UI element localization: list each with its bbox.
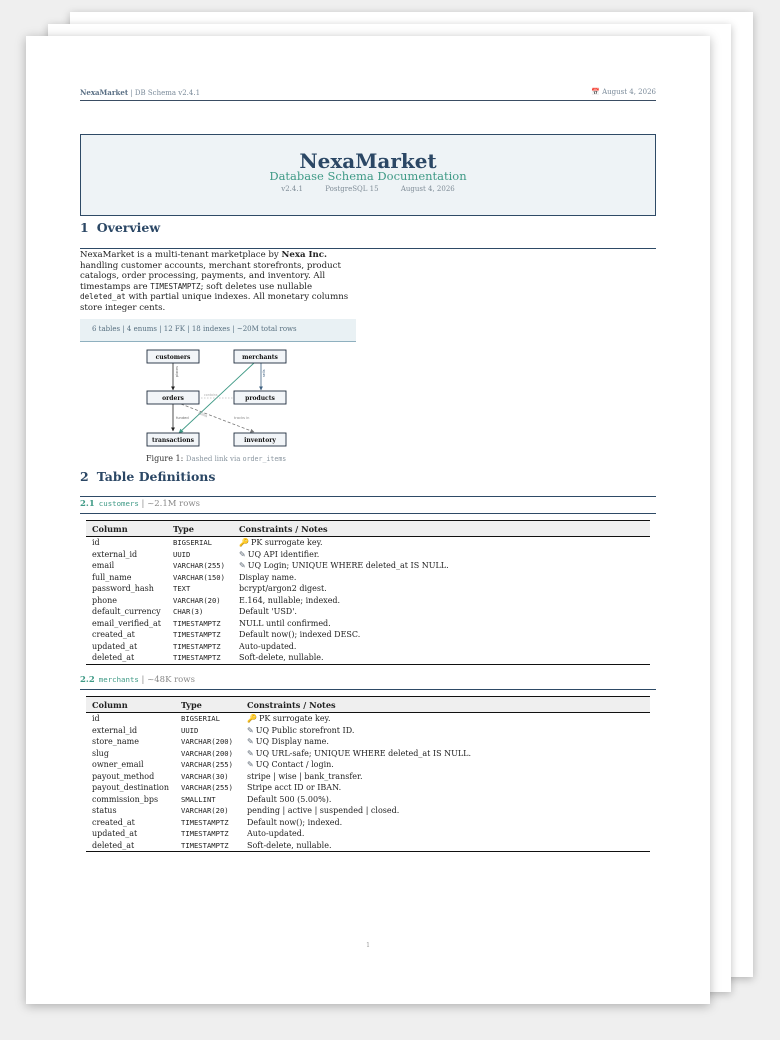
table-row — [86, 828, 650, 840]
column-type-cell: TIMESTAMPTZ — [181, 829, 229, 838]
column-name-cell: default_currency — [92, 607, 161, 616]
date-label: August 4, 2026 — [400, 185, 455, 193]
table-row — [86, 537, 650, 549]
constraints-cell — [233, 549, 650, 561]
column-type-cell: VARCHAR(200) — [181, 737, 233, 746]
column-name-cell: id — [92, 538, 100, 547]
version-label: v2.4.1 — [281, 185, 304, 193]
column-name-cell: payout_method — [92, 771, 155, 781]
column-name-cell: phone — [92, 595, 117, 605]
constraints-cell — [241, 817, 650, 829]
column-header: Column — [86, 697, 175, 713]
key-icon: 🔑 — [247, 714, 257, 723]
constraint-note: bcrypt/argon2 digest. — [239, 584, 327, 593]
pencil-icon: ✎ — [239, 561, 246, 570]
constraints-cell — [233, 595, 650, 607]
erd-node-transactions — [147, 433, 199, 446]
column-name-cell: full_name — [92, 572, 132, 582]
stats-callout: 6 tables | 4 enums | 12 FK | 18 indexes | ~20M total rows — [80, 319, 356, 342]
column-type-cell: VARCHAR(30) — [181, 771, 229, 781]
constraints-cell — [233, 560, 650, 572]
constraint-note: Soft-delete, nullable. — [247, 840, 332, 850]
constraint-note: UQ Login; UNIQUE WHERE deleted_at IS NULL. — [247, 561, 449, 570]
table-row — [86, 805, 650, 817]
header-rule — [80, 100, 656, 101]
column-header: Constraints / Notes — [233, 521, 650, 537]
svg-text:orders: orders — [162, 395, 184, 402]
constraint-note: Default now(); indexed. — [247, 817, 343, 827]
paragraph-line: handling customer accounts, merchant storefronts, product — [80, 260, 341, 271]
constraint-note: PK surrogate key. — [251, 538, 323, 547]
column-name-cell: external_id — [92, 549, 138, 559]
erd-node-customers — [147, 350, 199, 363]
title-block — [80, 134, 656, 216]
subsection-heading-merchants: 2.2 merchants | ~48K rows — [80, 675, 195, 685]
column-name-cell: updated_at — [92, 829, 138, 838]
column-name-cell: status — [92, 806, 117, 815]
table-header-row — [86, 521, 650, 537]
table-body — [86, 713, 650, 852]
table-row — [86, 618, 650, 630]
constraints-cell — [233, 652, 650, 664]
section-rule — [80, 248, 656, 249]
column-type-cell: VARCHAR(20) — [173, 595, 221, 605]
figure-caption: Figure 1: Dashed link via order_items — [146, 454, 287, 463]
table-row — [86, 771, 650, 783]
constraints-cell — [233, 618, 650, 630]
constraints-cell — [233, 537, 650, 549]
column-header: Type — [175, 697, 241, 713]
paragraph-line: timestamps are TIMESTAMPTZ; soft deletes use nullable — [80, 281, 313, 292]
paragraph-line: store integer cents. — [80, 302, 166, 313]
subsection-rule — [80, 689, 656, 690]
column-name-cell: email_verified_at — [92, 618, 162, 628]
table-row — [86, 725, 650, 737]
pencil-icon: ✎ — [247, 737, 254, 746]
constraint-note: UQ Public storefront ID. — [255, 725, 355, 735]
constraints-cell — [233, 583, 650, 595]
customers-table — [86, 520, 650, 665]
constraint-note: Auto-updated. — [239, 641, 297, 651]
overview-paragraph — [80, 250, 356, 314]
table-header-row — [86, 697, 650, 713]
running-header-left: NexaMarket | DB Schema v2.4.1 — [80, 88, 201, 97]
subsection-rule — [80, 513, 656, 514]
column-name-cell: owner_email — [92, 760, 144, 769]
column-type-cell: VARCHAR(255) — [181, 783, 233, 792]
constraints-cell — [241, 736, 650, 748]
document-title: NexaMarket — [299, 149, 437, 173]
edge-label-sells: sells — [262, 369, 266, 377]
table-row — [86, 606, 650, 618]
constraints-cell — [233, 572, 650, 584]
column-type-cell: TIMESTAMPTZ — [173, 630, 221, 639]
constraint-note: pending | active | suspended | closed. — [247, 806, 400, 815]
column-type-cell: TIMESTAMPTZ — [167, 652, 233, 664]
svg-text:customers: customers — [155, 354, 191, 361]
constraints-cell — [233, 641, 650, 653]
document-subtitle: Database Schema Documentation — [269, 169, 467, 183]
constraints-cell — [241, 805, 650, 817]
column-name-cell: deleted_at — [86, 840, 175, 852]
erd-diagram — [136, 344, 296, 448]
constraints-cell — [241, 759, 650, 771]
edge-label-funded: funded — [176, 416, 189, 420]
column-type-cell: BIGSERIAL — [173, 538, 212, 547]
column-name-cell: commission_bps — [92, 794, 159, 804]
column-type-cell: TIMESTAMPTZ — [175, 840, 241, 852]
pencil-icon: ✎ — [247, 760, 254, 769]
column-type-cell: CHAR(3) — [173, 607, 204, 616]
constraints-cell — [241, 840, 650, 852]
pencil-icon: ✎ — [247, 725, 254, 735]
constraint-note: UQ Contact / login. — [255, 760, 334, 769]
column-name-cell: payout_destination — [92, 783, 169, 792]
column-type-cell: UUID — [181, 725, 199, 735]
column-type-cell: SMALLINT — [181, 794, 216, 804]
table-row — [86, 748, 650, 760]
table-row — [86, 572, 650, 584]
constraint-note: UQ API identifier. — [247, 549, 320, 559]
constraints-cell — [241, 713, 650, 725]
key-icon: 🔑 — [239, 538, 249, 547]
document-page — [26, 36, 710, 1004]
table-row — [86, 736, 650, 748]
constraints-cell — [241, 794, 650, 806]
column-name-cell: id — [92, 714, 100, 723]
constraints-cell — [241, 771, 650, 783]
edge-label-contains: contains — [204, 393, 218, 397]
table-row — [86, 713, 650, 725]
column-name-cell: updated_at — [92, 641, 138, 651]
column-type-cell: VARCHAR(255) — [181, 760, 233, 769]
column-type-cell: VARCHAR(200) — [181, 748, 233, 758]
table-row — [86, 560, 650, 572]
column-name-cell: created_at — [92, 817, 135, 827]
section-heading-overview: 1 Overview — [80, 220, 161, 235]
constraints-cell — [233, 629, 650, 641]
calendar-icon: 📅 — [591, 88, 600, 96]
pencil-icon: ✎ — [247, 748, 254, 758]
engine-label: PostgreSQL 15 — [325, 185, 379, 193]
page-number: 1 — [366, 942, 370, 949]
constraint-note: Stripe acct ID or IBAN. — [247, 783, 342, 792]
column-name-cell: created_at — [92, 630, 135, 639]
constraints-cell — [241, 828, 650, 840]
column-type-cell: TEXT — [173, 584, 191, 593]
constraint-note: PK surrogate key. — [258, 714, 331, 723]
column-type-cell: VARCHAR(150) — [173, 572, 225, 582]
svg-text:merchants: merchants — [242, 354, 278, 361]
column-name-cell: store_name — [92, 737, 139, 746]
constraint-note: Soft-delete, nullable. — [239, 653, 324, 662]
constraints-cell — [241, 748, 650, 760]
paragraph-line: deleted_at with partial unique indexes. All monetary columns — [80, 292, 349, 303]
subsection-heading-customers: 2.1 customers | ~2.1M rows — [80, 499, 200, 509]
constraint-note: Default 'USD'. — [239, 607, 297, 616]
table-row — [86, 794, 650, 806]
running-header-right: 📅 August 4, 2026 — [591, 88, 656, 96]
column-type-cell: UUID — [173, 549, 191, 559]
constraint-note: Default 500 (5.00%). — [247, 794, 332, 804]
pencil-icon: ✎ — [239, 549, 246, 559]
merchants-table — [86, 696, 650, 852]
paragraph-line: catalogs, order processing, payments, and inventory. All — [80, 271, 326, 282]
svg-text:products: products — [245, 395, 275, 402]
column-type-cell: VARCHAR(20) — [181, 806, 229, 815]
table-body — [86, 537, 650, 665]
column-type-cell: VARCHAR(255) — [173, 561, 225, 570]
svg-text:transactions: transactions — [152, 437, 194, 444]
table-row — [86, 759, 650, 771]
table-row — [86, 595, 650, 607]
column-type-cell: BIGSERIAL — [181, 714, 220, 723]
table-row — [86, 583, 650, 595]
document-meta — [81, 185, 655, 193]
svg-text:inventory: inventory — [244, 437, 276, 444]
column-name-cell: slug — [92, 748, 109, 758]
constraint-note: UQ Display name. — [255, 737, 329, 746]
table-row — [86, 641, 650, 653]
section-heading-tables: 2 Table Definitions — [80, 469, 216, 484]
erd-node-products — [234, 391, 286, 404]
table-row — [86, 817, 650, 829]
constraint-note: E.164, nullable; indexed. — [239, 595, 341, 605]
erd-node-orders — [147, 391, 199, 404]
constraints-cell — [241, 725, 650, 737]
constraint-note: Display name. — [239, 572, 297, 582]
column-header: Column — [86, 521, 167, 537]
constraint-note: Default now(); indexed DESC. — [239, 630, 361, 639]
paragraph-line: NexaMarket is a multi-tenant marketplace by Nexa Inc. — [80, 250, 328, 260]
edge-label-fulfills: fulfills — [197, 411, 208, 419]
erd-node-inventory — [234, 433, 286, 446]
edge-label-places: places — [175, 366, 179, 377]
erd-node-merchants — [234, 350, 286, 363]
column-type-cell: TIMESTAMPTZ — [181, 817, 229, 827]
constraints-cell — [241, 782, 650, 794]
edge-label-tracks-in: tracks in — [234, 416, 250, 420]
table-row — [86, 629, 650, 641]
column-type-cell: TIMESTAMPTZ — [173, 618, 221, 628]
section-rule — [80, 496, 656, 497]
table-row — [86, 652, 650, 664]
column-header: Type — [167, 521, 233, 537]
column-name-cell: deleted_at — [86, 652, 167, 664]
column-name-cell: external_id — [92, 725, 138, 735]
constraint-note: NULL until confirmed. — [239, 618, 331, 628]
column-name-cell: email — [92, 561, 115, 570]
column-type-cell: TIMESTAMPTZ — [173, 641, 221, 651]
constraint-note: stripe | wise | bank_transfer. — [247, 771, 363, 781]
constraints-cell — [233, 606, 650, 618]
constraint-note: UQ URL-safe; UNIQUE WHERE deleted_at IS NULL. — [255, 748, 472, 758]
table-row — [86, 782, 650, 794]
table-row — [86, 549, 650, 561]
column-header: Constraints / Notes — [241, 697, 650, 713]
constraint-note: Auto-updated. — [247, 829, 305, 838]
table-row — [86, 840, 650, 852]
column-name-cell: password_hash — [92, 584, 154, 593]
